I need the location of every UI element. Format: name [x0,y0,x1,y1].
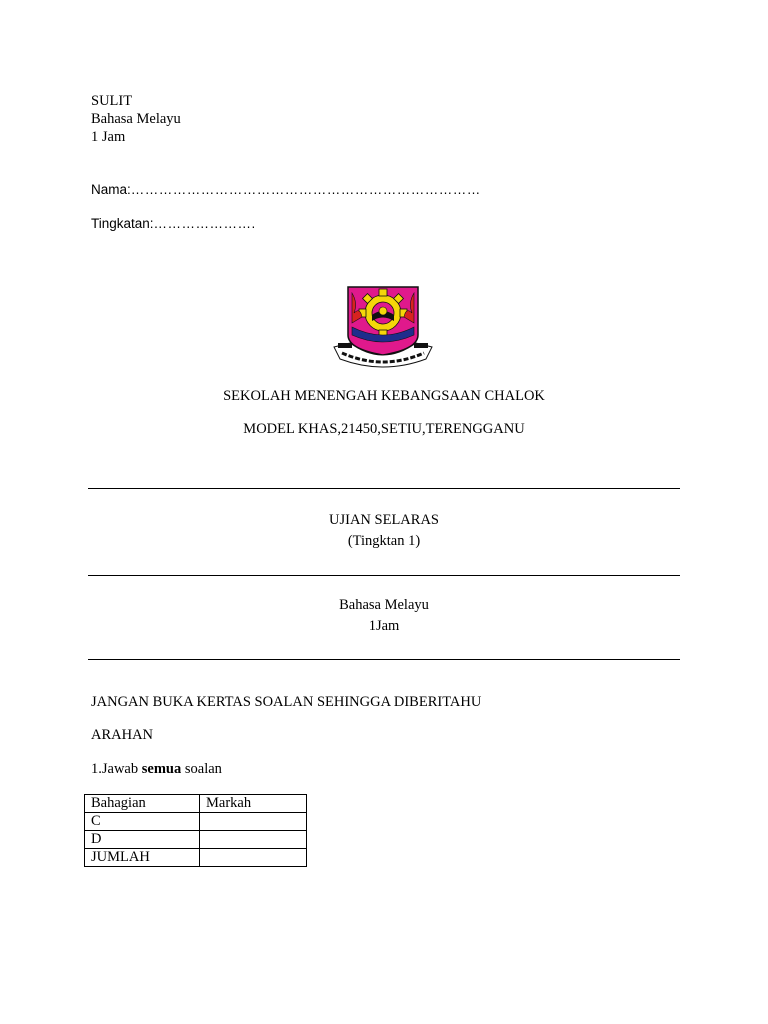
school-crest-icon [330,283,436,373]
instructions-heading: ARAHAN [91,727,154,743]
table-row [85,849,307,867]
school-address: MODEL KHAS,21450,SETIU,TERENGGANU [243,421,525,437]
table-row [85,813,307,831]
section-cell: JUMLAH [85,849,200,867]
table-header-cell: Markah [200,795,307,813]
instruction-item-1-prefix: 1.Jawab [91,761,142,777]
school-logo [330,283,436,373]
marks-cell[interactable] [200,849,307,867]
classification-label: SULIT [91,93,133,109]
marks-cell[interactable] [200,813,307,831]
exam-title: UJIAN SELARAS [329,512,439,528]
divider [88,659,680,660]
table-row [85,831,307,849]
exam-form: (Tingktan 1) [347,533,421,549]
instruction-item-1 [91,761,222,778]
name-field[interactable] [91,182,481,197]
exam-subject: Bahasa Melayu [339,597,429,613]
form-label: Tingkatan: [91,216,154,231]
duration-label: 1 Jam [91,129,126,145]
name-label: Nama: [91,182,131,197]
table-header-row [85,795,307,813]
table-header-cell: Bahagian [85,795,200,813]
instruction-item-1-bold: semua [141,761,182,777]
name-dots: ………………………………………………………………… [130,182,481,197]
marks-cell[interactable] [200,831,307,849]
marks-table [84,794,307,867]
section-cell: C [85,813,200,831]
divider [88,575,680,576]
subject-label: Bahasa Melayu [91,111,181,127]
divider [88,488,680,489]
form-dots: …………………. [153,216,256,231]
instruction-item-1-suffix: soalan [181,761,222,777]
form-field[interactable] [91,216,256,231]
warning-text: JANGAN BUKA KERTAS SOALAN SEHINGGA DIBERITAHU [91,694,482,710]
exam-duration: 1Jam [368,618,400,634]
section-cell: D [85,831,200,849]
school-name: SEKOLAH MENENGAH KEBANGSAAN CHALOK [223,388,545,404]
